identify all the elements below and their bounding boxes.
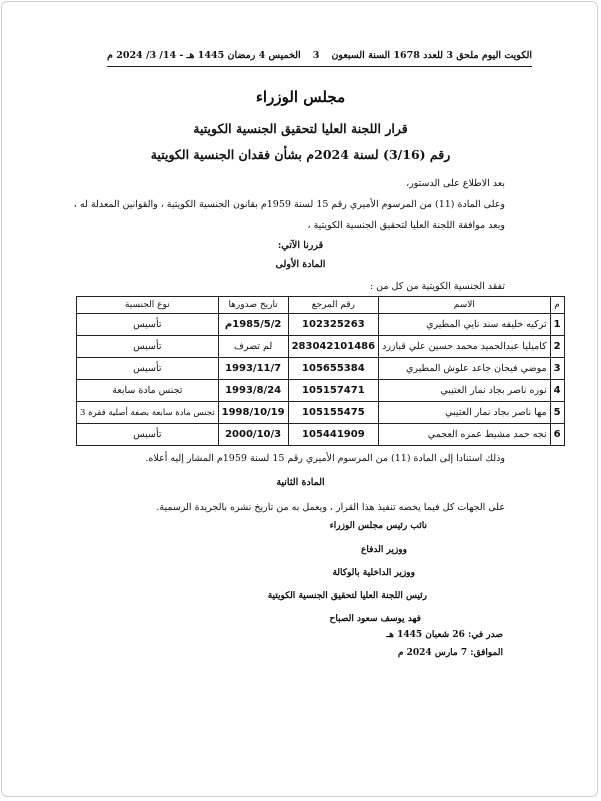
- table-header-row: [77, 297, 565, 314]
- signature-line: نائب رئيس مجلس الوزراء: [329, 521, 427, 531]
- reference-number: 105441909: [288, 424, 379, 446]
- reference-number: 105157471: [288, 380, 379, 402]
- row-index: 2: [550, 336, 564, 358]
- table-row: [77, 314, 565, 336]
- article-1-heading: المادة الأولى: [275, 259, 326, 270]
- document-page: [1, 1, 598, 797]
- signature-line: ووزير الداخلية بالوكالة: [332, 568, 415, 578]
- nationality-type: تأسيس: [77, 314, 219, 336]
- reference-number: 283042101486: [288, 336, 379, 358]
- reference-number: 102325263: [288, 314, 379, 336]
- table-row: [77, 380, 565, 402]
- nationality-type: تأسيس: [77, 424, 219, 446]
- nationality-table: [76, 296, 565, 446]
- decision-number: رقم (3/16) لسنة 2024م بشأن فقدان الجنسية الكويتية: [150, 147, 451, 162]
- gazette-header: [107, 50, 532, 67]
- page-title: مجلس الوزراء: [255, 88, 346, 106]
- person-name: نوره ناصر بجاد نمار العتيبي: [379, 380, 551, 402]
- header-gazette-issue: الكويت اليوم ملحق 3 للعدد 1678 السنة السبعون: [331, 50, 532, 61]
- preamble-line: وبعد موافقة اللجنة العليا لتحقيق الجنسية الكويتية ،: [307, 220, 505, 231]
- row-index: 5: [550, 402, 564, 424]
- person-name: كاميليا عبدالحميد محمد حسين علي قبازرد: [379, 336, 551, 358]
- issue-date: 1998/10/19: [218, 402, 288, 424]
- row-index: 4: [550, 380, 564, 402]
- nationality-type: تجنس مادة سابعة بصفة أصلية فقرة 3: [77, 402, 219, 424]
- table-row: [77, 336, 565, 358]
- header-date: الخميس 4 رمضان 1445 هـ - 14/ 3/ 2024 م: [107, 50, 301, 61]
- issue-date: 1993/11/7: [218, 358, 288, 380]
- row-index: 1: [550, 314, 564, 336]
- preamble-line: وعلى المادة (11) من المرسوم الأميري رقم 15 لسنة 1959م بقانون الجنسية الكويتية ، والقوانين المعدلة له ،: [73, 199, 505, 210]
- issue-date: لم تصرف: [218, 336, 288, 358]
- article-2-text: على الجهات كل فيما يخصه تنفيذ هذا القرار ، ويعمل به من تاريخ نشره بالجريدة الرسمية.: [156, 502, 505, 513]
- column-header: م: [550, 297, 564, 314]
- lost-nationality-intro: تفقد الجنسية الكويتية من كل من :: [369, 281, 505, 292]
- decision-authority: قرار اللجنة العليا لتحقيق الجنسية الكويتية: [193, 121, 408, 136]
- table-row: [77, 358, 565, 380]
- column-header: الاسم: [379, 297, 551, 314]
- decided-label: قررنا الآتي:: [277, 240, 324, 251]
- signature-line: ووزير الدفاع: [360, 545, 407, 555]
- nationality-type: تجنس مادة سابعة: [77, 380, 219, 402]
- issue-date: 2000/10/3: [218, 424, 288, 446]
- row-index: 3: [550, 358, 564, 380]
- signatory-name: فهد يوسف سعود الصباح: [329, 614, 421, 624]
- table-row: [77, 424, 565, 446]
- header-page-number: 3: [312, 50, 320, 61]
- column-header: نوع الجنسية: [77, 297, 219, 314]
- table-row: [77, 402, 565, 424]
- issue-date: 1985/5/2م: [218, 314, 288, 336]
- reference-number: 105655384: [288, 358, 379, 380]
- signature-line: رئيس اللجنة العليا لتحقيق الجنسية الكويتية: [267, 591, 427, 601]
- nationality-type: تأسيس: [77, 336, 219, 358]
- preamble-line: بعد الاطلاع على الدستور،: [406, 178, 505, 189]
- legal-basis-text: وذلك استنادا إلى المادة (11) من المرسوم الأميري رقم 15 لسنة 1959م المشار إليه أعلاه.: [145, 453, 505, 464]
- row-index: 6: [550, 424, 564, 446]
- column-header: رقم المرجع: [288, 297, 379, 314]
- person-name: مها ناصر بجاد نمار العتيبي: [379, 402, 551, 424]
- issued-date: صدر في: 26 شعبان 1445 هـ: [386, 630, 503, 640]
- issue-date: 1993/8/24: [218, 380, 288, 402]
- person-name: موضي فيحان جاعد علوش المطيري: [379, 358, 551, 380]
- article-2-heading: المادة الثانية: [276, 477, 325, 488]
- reference-number: 105155475: [288, 402, 379, 424]
- person-name: تركيه خليفه سند نايي المطيري: [379, 314, 551, 336]
- column-header: تاريخ صدورها: [218, 297, 288, 314]
- person-name: نجه حمد مشيط عمره العجمي: [379, 424, 551, 446]
- nationality-type: تأسيس: [77, 358, 219, 380]
- corresponding-date: الموافق: 7 مارس 2024 م: [397, 648, 503, 658]
